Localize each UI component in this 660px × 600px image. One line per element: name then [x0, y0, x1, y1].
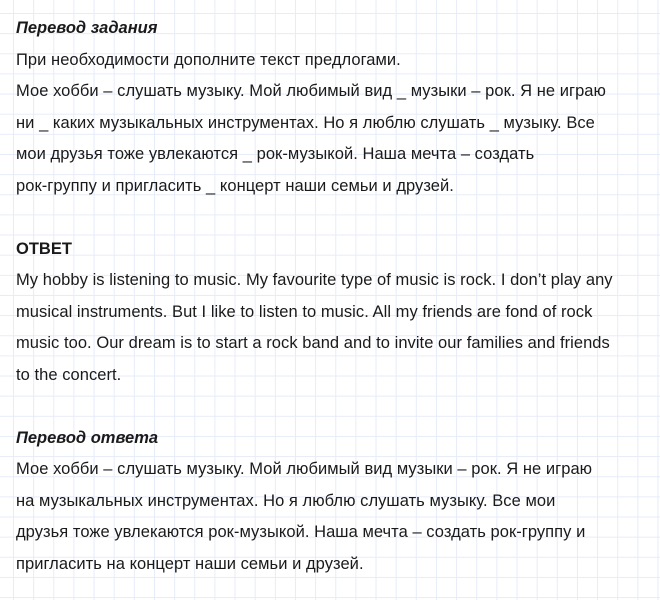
task-text-line: ни _ каких музыкальных инструментах. Но я люблю слушать _ музыку. Все: [16, 113, 595, 132]
answer-text-line: to the concert.: [16, 365, 122, 384]
answer-text-line: musical instruments. But I like to listen to music. All my friends are fond of rock: [16, 302, 593, 321]
answer-text-line: music too. Our dream is to start a rock band and to invite our families and friends: [16, 334, 610, 352]
answer-translation-line: на музыкальных инструментах. Но я люблю слушать музыку. Все мои: [16, 491, 556, 510]
task-translation-heading: Перевод задания: [16, 19, 158, 37]
task-text-line: Мое хобби – слушать музыку. Мой любимый вид _ музыки – рок. Я не играю: [16, 82, 606, 100]
answer-heading: ОТВЕТ: [16, 239, 72, 258]
answer-translation-line: Мое хобби – слушать музыку. Мой любимый вид музыки – рок. Я не играю: [16, 460, 593, 478]
task-text-line: мои друзья тоже увлекаются _ рок-музыкой. Наша мечта – создать: [16, 145, 535, 163]
section-spacer: [16, 202, 660, 234]
section-spacer: [16, 391, 660, 423]
task-text-line: рок-группу и пригласить _ концерт наши семьи и друзей.: [16, 176, 454, 195]
answer-translation-line: друзья тоже увлекаются рок-музыкой. Наша мечта – создать рок-группу и: [16, 523, 586, 541]
answer-translation-line: пригласить на концерт наши семьи и друзей.: [16, 554, 364, 573]
task-translation-section: [16, 13, 660, 202]
answer-translation-heading: Перевод ответа: [16, 428, 159, 447]
task-instruction: При необходимости дополните текст предлогами.: [16, 50, 401, 69]
answer-translation-section: [16, 423, 660, 581]
answer-section: [16, 234, 660, 392]
answer-text-line: My hobby is listening to music. My favourite type of music is rock. I don’t play any: [16, 271, 613, 289]
